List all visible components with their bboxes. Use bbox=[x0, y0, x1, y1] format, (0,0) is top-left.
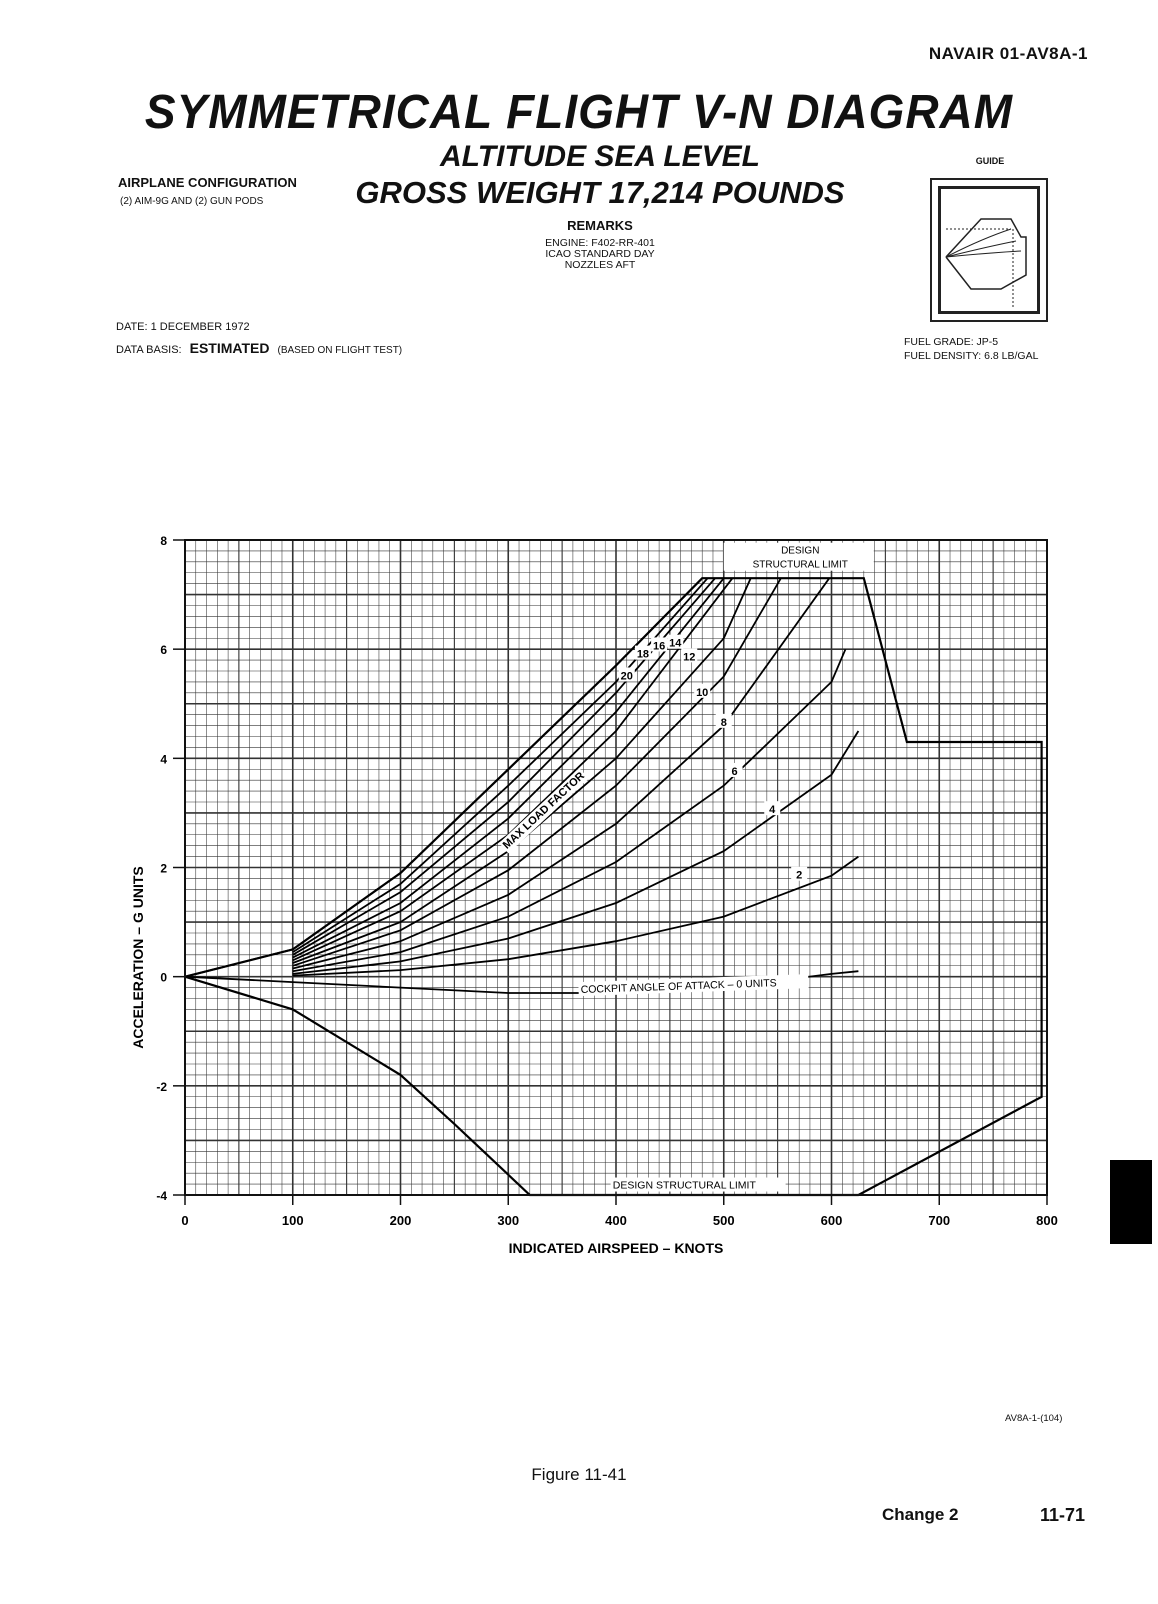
zero-aoa-label: COCKPIT ANGLE OF ATTACK – 0 UNITS bbox=[580, 977, 777, 997]
document-id: NAVAIR 01-AV8A-1 bbox=[928, 44, 1088, 63]
remarks-label: REMARKS bbox=[567, 218, 633, 233]
y-tick-label: 8 bbox=[160, 534, 167, 548]
curve-label-18: 18 bbox=[636, 648, 650, 661]
aoa-curve-8 bbox=[293, 578, 830, 968]
fuel-grade: FUEL GRADE: JP-5 bbox=[904, 336, 999, 348]
flight-envelope bbox=[185, 578, 1042, 1195]
curve-label-16: 16 bbox=[652, 640, 666, 653]
y-tick-label: 2 bbox=[160, 861, 167, 876]
y-axis-label: ACCELERATION – G UNITS bbox=[130, 866, 146, 1049]
altitude-subtitle: ALTITUDE SEA LEVEL bbox=[439, 140, 760, 173]
aoa-curve-18 bbox=[293, 578, 715, 955]
chart-axes bbox=[130, 534, 1058, 1256]
upper-limit-label-line1: DESIGN bbox=[781, 545, 820, 557]
remark-day: ICAO STANDARD DAY bbox=[545, 248, 655, 260]
y-tick-label: 6 bbox=[160, 643, 167, 658]
curve-label-4: 4 bbox=[769, 804, 776, 817]
upper-limit-label-line2: STRUCTURAL LIMIT bbox=[752, 559, 848, 571]
fuel-density: FUEL DENSITY: 6.8 LB/GAL bbox=[904, 350, 1039, 362]
curve-label-2: 2 bbox=[796, 869, 803, 882]
curve-label-8: 8 bbox=[720, 716, 727, 729]
data-basis-value: ESTIMATED bbox=[189, 340, 270, 356]
remark-nozzles: NOZZLES AFT bbox=[564, 259, 636, 271]
lower-limit-label: DESIGN STRUCTURAL LIMIT bbox=[612, 1179, 756, 1192]
gross-weight-subtitle: GROSS WEIGHT 17,214 POUNDS bbox=[355, 175, 845, 210]
curve-label-14: 14 bbox=[669, 637, 682, 650]
curve-label-12: 12 bbox=[683, 651, 696, 664]
chart-curves bbox=[185, 578, 1042, 1195]
curve-label-20: 20 bbox=[620, 670, 633, 683]
section-thumb-tab bbox=[1110, 1160, 1152, 1244]
date-text: DATE: 1 DECEMBER 1972 bbox=[116, 321, 250, 333]
change-notice: Change 2 bbox=[882, 1505, 959, 1524]
x-tick-label: 700 bbox=[928, 1213, 951, 1228]
y-tick-label: -2 bbox=[156, 1079, 167, 1094]
x-axis-label: INDICATED AIRSPEED – KNOTS bbox=[508, 1240, 724, 1256]
x-tick-label: 200 bbox=[389, 1213, 412, 1228]
figure-caption: Figure 11-41 bbox=[531, 1465, 627, 1484]
chart-grid bbox=[185, 540, 1047, 1195]
configuration-label: AIRPLANE CONFIGURATION bbox=[118, 175, 297, 190]
curve-label-6: 6 bbox=[731, 765, 738, 778]
x-tick-label: 600 bbox=[820, 1213, 843, 1228]
x-tick-label: 300 bbox=[497, 1213, 520, 1228]
figure-code: AV8A-1-(104) bbox=[1005, 1413, 1063, 1424]
x-tick-label: 100 bbox=[281, 1213, 304, 1228]
data-basis-label: DATA BASIS: bbox=[116, 344, 182, 356]
x-tick-label: 400 bbox=[605, 1213, 627, 1228]
max-load-factor-label: MAX LOAD FACTOR bbox=[500, 769, 588, 852]
y-tick-label: 4 bbox=[160, 752, 167, 767]
curve-label-10: 10 bbox=[696, 686, 709, 699]
page-title: SYMMETRICAL FLIGHT V-N DIAGRAM bbox=[144, 83, 1014, 139]
guide-label: GUIDE bbox=[975, 156, 1005, 166]
page-number: 11-71 bbox=[1040, 1505, 1086, 1525]
x-tick-label: 0 bbox=[181, 1213, 189, 1228]
x-tick-label: 500 bbox=[712, 1213, 735, 1228]
configuration-detail: (2) AIM-9G AND (2) GUN PODS bbox=[120, 196, 264, 207]
x-tick-label: 800 bbox=[1036, 1213, 1058, 1228]
remark-engine: ENGINE: F402-RR-401 bbox=[545, 237, 655, 249]
data-basis-note: (BASED ON FLIGHT TEST) bbox=[277, 345, 403, 356]
y-tick-label: 0 bbox=[160, 970, 167, 985]
y-tick-label: -4 bbox=[156, 1189, 167, 1203]
